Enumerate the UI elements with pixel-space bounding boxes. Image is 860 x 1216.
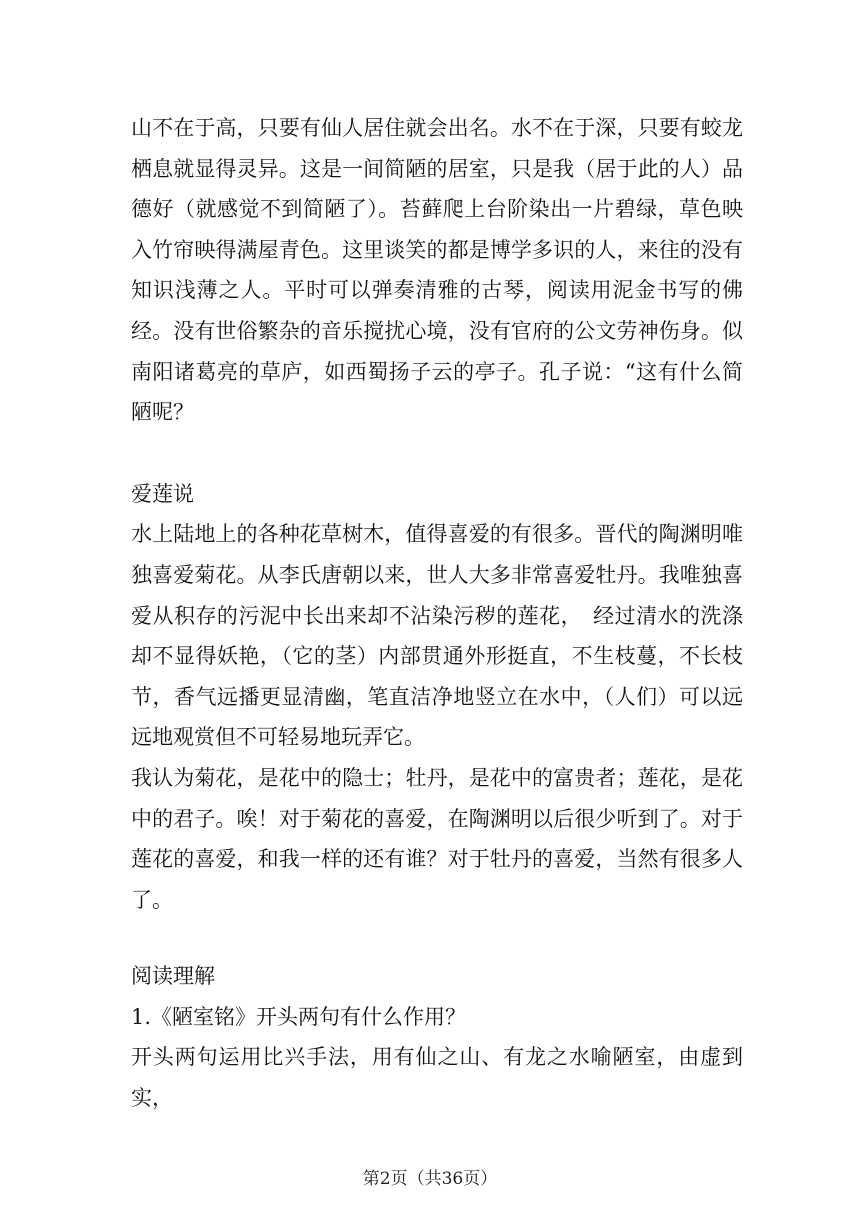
question-1: 1.《陋室铭》开头两句有什么作用？	[131, 1004, 467, 1029]
section-gap	[131, 433, 743, 474]
page-content	[131, 108, 743, 1119]
answer-1: 开头两句运用比兴手法，用有仙之山、有龙之水喻陋室，由虚到实，	[131, 1045, 743, 1111]
section-gap	[131, 920, 743, 956]
ailianshuo-paragraph-2: 我认为菊花，是花中的隐士；牡丹，是花中的富贵者；莲花，是花中的君子。唉！对于菊花的喜爱，在陶渊明以后很少听到了。对于莲花的喜爱，和我一样的还有谁？对于牡丹的喜爱，当然有很多人了。	[131, 765, 743, 912]
ailianshuo-paragraph-1: 水上陆地上的各种花草树木，值得喜爱的有很多。晋代的陶渊明唯独喜爱菊花。从李氏唐朝以来，世人大多非常喜爱牡丹。我唯独喜爱从积存的污泥中长出来却不沾染污秽的莲花， 经过清水的洗涤却不显得妖艳，（它的茎）内部贯通外形挺直，不生枝蔓，不长枝节，香气远播更显清幽，笔直洁净地竖立在水中，（人们）可以远远地观赏但不可轻易地玩弄它。	[131, 522, 743, 750]
reading-comprehension-title: 阅读理解	[131, 964, 215, 989]
loushiming-translation: 山不在于高，只要有仙人居住就会出名。水不在于深，只要有蛟龙栖息就显得灵异。这是一间简陋的居室，只是我（居于此的人）品德好（就感觉不到简陋了）。苔藓爬上台阶染出一片碧绿，草色映入竹帘映得满屋青色。这里谈笑的都是博学多识的人，来往的没有知识浅薄之人。平时可以弹奏清雅的古琴，阅读用泥金书写的佛经。没有世俗繁杂的音乐搅扰心境，没有官府的公文劳神伤身。似南阳诸葛亮的草庐，如西蜀扬子云的亭子。孔子说：“这有什么简陋呢？	[131, 116, 743, 425]
ailianshuo-title: 爱莲说	[131, 481, 194, 506]
page-number-footer: 第2页（共36页）	[362, 1169, 498, 1189]
